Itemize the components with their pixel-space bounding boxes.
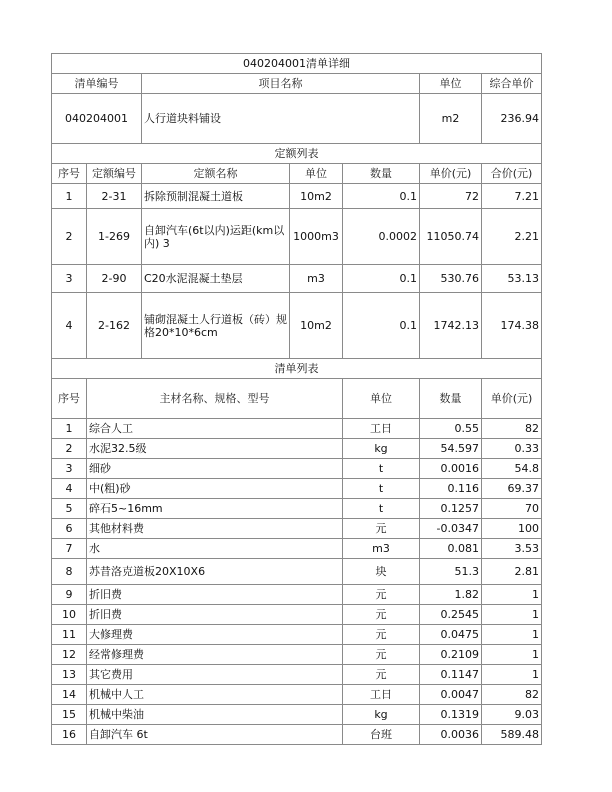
quota-no: 3: [52, 265, 87, 293]
material-row: [52, 605, 542, 625]
material-no: 9: [52, 585, 87, 605]
quota-col-code: 定额编号: [87, 164, 142, 184]
material-no: 13: [52, 665, 87, 685]
quota-qty: 0.1: [343, 293, 420, 359]
material-unit: t: [343, 479, 420, 499]
material-qty: 0.116: [420, 479, 482, 499]
material-row: [52, 539, 542, 559]
material-no: 14: [52, 685, 87, 705]
material-price: 1: [482, 625, 542, 645]
bill-unit-header: 单位: [420, 74, 482, 94]
material-unit: kg: [343, 705, 420, 725]
material-unit: 工日: [343, 419, 420, 439]
material-price: 1: [482, 605, 542, 625]
material-name: 其他材料费: [87, 519, 343, 539]
quota-code: 2-162: [87, 293, 142, 359]
table-title: 040204001清单详细: [52, 54, 542, 74]
material-col-name: 主材名称、规格、型号: [87, 379, 343, 419]
quota-name: C20水泥混凝土垫层: [142, 265, 290, 293]
material-row: [52, 645, 542, 665]
quota-total: 174.38: [482, 293, 542, 359]
material-qty: 0.2545: [420, 605, 482, 625]
quota-col-total: 合价(元): [482, 164, 542, 184]
material-qty: 0.0047: [420, 685, 482, 705]
material-row: [52, 459, 542, 479]
material-unit: 元: [343, 625, 420, 645]
quota-total: 2.21: [482, 209, 542, 265]
material-no: 10: [52, 605, 87, 625]
quota-row: [52, 209, 542, 265]
material-no: 3: [52, 459, 87, 479]
material-name: 水泥32.5级: [87, 439, 343, 459]
material-unit: 元: [343, 605, 420, 625]
quota-price: 1742.13: [420, 293, 482, 359]
material-qty: 0.0016: [420, 459, 482, 479]
quota-price: 530.76: [420, 265, 482, 293]
quota-code: 2-90: [87, 265, 142, 293]
material-qty: 1.82: [420, 585, 482, 605]
material-name: 大修理费: [87, 625, 343, 645]
material-unit: 元: [343, 519, 420, 539]
material-price: 100: [482, 519, 542, 539]
quota-no: 1: [52, 184, 87, 209]
material-no: 15: [52, 705, 87, 725]
material-price: 1: [482, 585, 542, 605]
material-unit: kg: [343, 439, 420, 459]
quota-code: 1-269: [87, 209, 142, 265]
material-price: 1: [482, 665, 542, 685]
material-price: 589.48: [482, 725, 542, 745]
material-price: 82: [482, 685, 542, 705]
quota-total: 7.21: [482, 184, 542, 209]
material-row: [52, 725, 542, 745]
material-name: 苏昔洛克道板20X10X6: [87, 559, 343, 585]
material-name: 碎石5~16mm: [87, 499, 343, 519]
material-qty: 0.1257: [420, 499, 482, 519]
bill-price-header: 综合单价: [482, 74, 542, 94]
material-row: [52, 705, 542, 725]
quota-row: [52, 293, 542, 359]
quota-code: 2-31: [87, 184, 142, 209]
material-row: [52, 439, 542, 459]
bill-name: 人行道块料铺设: [142, 94, 420, 144]
material-name: 细砂: [87, 459, 343, 479]
bill-detail-table: [51, 53, 542, 745]
material-qty: 0.55: [420, 419, 482, 439]
material-price: 70: [482, 499, 542, 519]
bill-unit: m2: [420, 94, 482, 144]
material-price: 82: [482, 419, 542, 439]
material-price: 0.33: [482, 439, 542, 459]
material-qty: 0.0036: [420, 725, 482, 745]
material-no: 7: [52, 539, 87, 559]
bill-name-header: 项目名称: [142, 74, 420, 94]
material-unit: 元: [343, 645, 420, 665]
material-no: 6: [52, 519, 87, 539]
material-name: 折旧费: [87, 605, 343, 625]
material-price: 1: [482, 645, 542, 665]
material-qty: 51.3: [420, 559, 482, 585]
material-qty: 0.1319: [420, 705, 482, 725]
quota-row: [52, 265, 542, 293]
quota-col-qty: 数量: [343, 164, 420, 184]
material-unit: 工日: [343, 685, 420, 705]
material-no: 2: [52, 439, 87, 459]
material-section-title: 清单列表: [52, 359, 542, 379]
material-no: 5: [52, 499, 87, 519]
quota-col-no: 序号: [52, 164, 87, 184]
quota-unit: 10m2: [290, 184, 343, 209]
material-row: [52, 479, 542, 499]
material-col-price: 单价(元): [482, 379, 542, 419]
quota-no: 4: [52, 293, 87, 359]
material-row: [52, 665, 542, 685]
material-qty: 0.2109: [420, 645, 482, 665]
material-price: 2.81: [482, 559, 542, 585]
quota-price: 11050.74: [420, 209, 482, 265]
material-price: 54.8: [482, 459, 542, 479]
quota-unit: 1000m3: [290, 209, 343, 265]
material-row: [52, 419, 542, 439]
material-row: [52, 519, 542, 539]
material-name: 机械中人工: [87, 685, 343, 705]
material-name: 自卸汽车 6t: [87, 725, 343, 745]
quota-qty: 0.1: [343, 184, 420, 209]
material-name: 经常修理费: [87, 645, 343, 665]
quota-unit: m3: [290, 265, 343, 293]
quota-section-title: 定额列表: [52, 144, 542, 164]
material-row: [52, 585, 542, 605]
quota-qty: 0.1: [343, 265, 420, 293]
quota-unit: 10m2: [290, 293, 343, 359]
quota-price: 72: [420, 184, 482, 209]
material-col-no: 序号: [52, 379, 87, 419]
material-price: 69.37: [482, 479, 542, 499]
material-qty: -0.0347: [420, 519, 482, 539]
quota-name: 拆除预制混凝土道板: [142, 184, 290, 209]
material-no: 8: [52, 559, 87, 585]
material-no: 12: [52, 645, 87, 665]
quota-no: 2: [52, 209, 87, 265]
material-unit: 块: [343, 559, 420, 585]
quota-col-unit: 单位: [290, 164, 343, 184]
material-row: [52, 685, 542, 705]
material-unit: 元: [343, 585, 420, 605]
material-col-unit: 单位: [343, 379, 420, 419]
material-name: 水: [87, 539, 343, 559]
material-qty: 0.1147: [420, 665, 482, 685]
material-unit: 台班: [343, 725, 420, 745]
material-price: 3.53: [482, 539, 542, 559]
bill-code-header: 清单编号: [52, 74, 142, 94]
material-unit: t: [343, 459, 420, 479]
bill-price: 236.94: [482, 94, 542, 144]
material-name: 中(粗)砂: [87, 479, 343, 499]
material-row: [52, 499, 542, 519]
quota-col-name: 定额名称: [142, 164, 290, 184]
material-name: 综合人工: [87, 419, 343, 439]
material-row: [52, 625, 542, 645]
material-unit: 元: [343, 665, 420, 685]
material-col-qty: 数量: [420, 379, 482, 419]
quota-col-price: 单价(元): [420, 164, 482, 184]
material-no: 4: [52, 479, 87, 499]
material-price: 9.03: [482, 705, 542, 725]
quota-name: 铺砌混凝土人行道板（砖）规格20*10*6cm: [142, 293, 290, 359]
quota-row: [52, 184, 542, 209]
material-qty: 0.0475: [420, 625, 482, 645]
quota-name: 自卸汽车(6t以内)运距(km以内) 3: [142, 209, 290, 265]
material-name: 其它费用: [87, 665, 343, 685]
material-name: 折旧费: [87, 585, 343, 605]
material-unit: t: [343, 499, 420, 519]
material-unit: m3: [343, 539, 420, 559]
material-qty: 54.597: [420, 439, 482, 459]
quota-qty: 0.0002: [343, 209, 420, 265]
bill-code: 040204001: [52, 94, 142, 144]
material-name: 机械中柴油: [87, 705, 343, 725]
material-row: [52, 559, 542, 585]
quota-total: 53.13: [482, 265, 542, 293]
material-no: 16: [52, 725, 87, 745]
material-qty: 0.081: [420, 539, 482, 559]
material-no: 1: [52, 419, 87, 439]
material-no: 11: [52, 625, 87, 645]
